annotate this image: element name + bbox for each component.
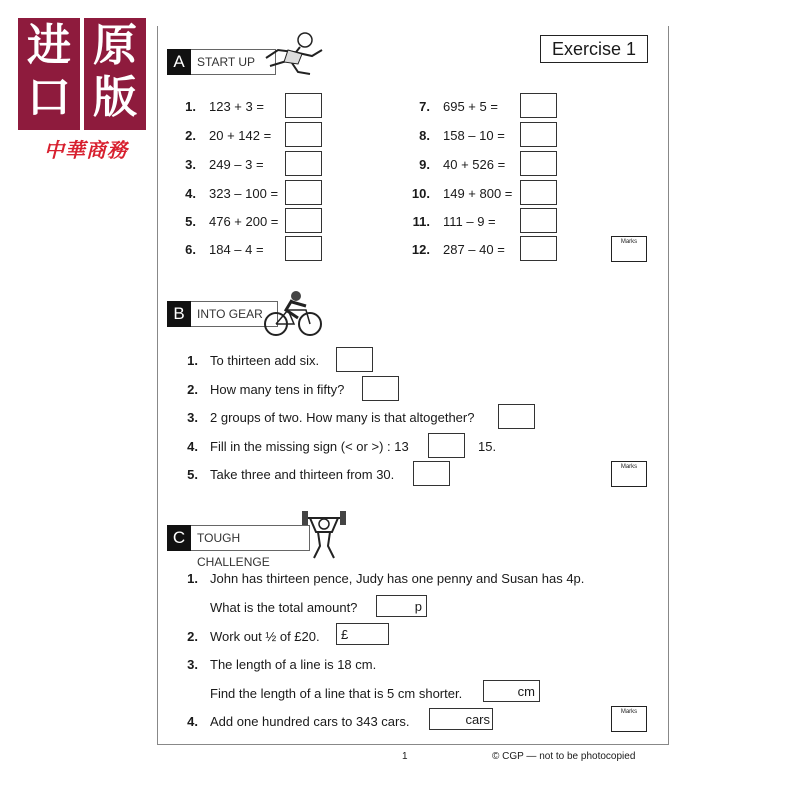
answer-box[interactable]	[498, 404, 535, 429]
question-number: 12.	[411, 242, 430, 257]
question-text: 2 groups of two. How many is that altogether?	[210, 410, 475, 425]
badge-char: 原	[93, 20, 137, 71]
unit-label: £	[341, 627, 349, 642]
question-text: Add one hundred cars to 343 cars.	[210, 714, 410, 729]
answer-box[interactable]	[520, 180, 557, 205]
copyright-notice: © CGP — not to be photocopied	[492, 751, 636, 762]
answer-box[interactable]	[376, 595, 427, 617]
answer-box[interactable]	[483, 680, 540, 702]
question-number: 4.	[185, 186, 196, 201]
question-text: What is the total amount?	[210, 600, 358, 615]
unit-label: cm	[517, 684, 535, 699]
question-number: 6.	[185, 242, 196, 257]
marks-box-c[interactable]: Marks	[611, 706, 647, 732]
question-text: The length of a line is 18 cm.	[210, 657, 377, 672]
section-letter: C	[167, 525, 191, 551]
question-number: 3.	[185, 157, 196, 172]
question-text: 323 – 100 =	[209, 186, 279, 201]
badge-char: 进	[27, 20, 71, 71]
question-text: How many tens in fifty?	[210, 382, 345, 397]
question-number: 3.	[187, 410, 198, 425]
answer-box[interactable]	[520, 93, 557, 118]
question-text: 40 + 526 =	[443, 157, 506, 172]
question-number: 1.	[187, 353, 198, 368]
answer-box[interactable]	[362, 376, 399, 401]
question-text: Find the length of a line that is 5 cm shorter.	[210, 686, 463, 701]
answer-box[interactable]	[428, 433, 465, 458]
answer-box[interactable]	[520, 236, 557, 261]
question-text-suffix: 15.	[478, 439, 497, 454]
answer-box[interactable]	[429, 708, 493, 730]
question-number: 2.	[187, 382, 198, 397]
question-number: 4.	[187, 439, 198, 454]
answer-box[interactable]	[336, 623, 389, 645]
section-title: START UP	[191, 49, 276, 75]
question-text: 184 – 4 =	[209, 242, 264, 257]
question-text: Fill in the missing sign (< or >) : 13	[210, 439, 409, 454]
question-text: 249 – 3 =	[209, 157, 264, 172]
answer-box[interactable]	[285, 236, 322, 261]
page-number: 1	[402, 751, 408, 762]
answer-box[interactable]	[520, 208, 557, 233]
section-letter: A	[167, 49, 191, 75]
question-text: 695 + 5 =	[443, 99, 498, 114]
question-number: 7.	[419, 99, 430, 114]
cyclist-icon	[262, 288, 326, 338]
question-number: 11.	[412, 214, 430, 229]
unit-label: cars	[465, 712, 490, 727]
badge-char: 版	[93, 72, 137, 123]
badge-char: 口	[27, 72, 71, 123]
question-text: Take three and thirteen from 30.	[210, 467, 395, 482]
publisher-badge	[16, 18, 150, 130]
answer-box[interactable]	[520, 122, 557, 147]
question-text: 158 – 10 =	[443, 128, 505, 143]
answer-box[interactable]	[285, 180, 322, 205]
marks-box-a[interactable]: Marks	[611, 236, 647, 262]
answer-box[interactable]	[285, 122, 322, 147]
answer-box[interactable]	[520, 151, 557, 176]
answer-box[interactable]	[285, 151, 322, 176]
question-text: 287 – 40 =	[443, 242, 505, 257]
question-number: 5.	[185, 214, 196, 229]
question-number: 3.	[187, 657, 198, 672]
question-number: 4.	[187, 714, 198, 729]
question-text: 476 + 200 =	[209, 214, 279, 229]
marks-box-b[interactable]: Marks	[611, 461, 647, 487]
section-title: INTO GEAR	[191, 301, 278, 327]
question-text: John has thirteen pence, Judy has one penny and Susan has 4p.	[210, 571, 585, 586]
question-text: To thirteen add six.	[210, 353, 320, 368]
answer-box[interactable]	[336, 347, 373, 372]
question-number: 1.	[187, 571, 198, 586]
question-number: 2.	[185, 128, 196, 143]
answer-box[interactable]	[285, 93, 322, 118]
brand-text: 中華商務	[44, 138, 128, 162]
question-number: 10.	[411, 186, 430, 201]
weightlifter-icon	[302, 508, 346, 560]
exercise-title: Exercise 1	[540, 35, 648, 63]
answer-box[interactable]	[413, 461, 450, 486]
question-text: 123 + 3 =	[209, 99, 264, 114]
question-number: 1.	[185, 99, 196, 114]
question-number: 8.	[419, 128, 430, 143]
runner-icon	[250, 30, 330, 80]
section-title: TOUGH CHALLENGE	[191, 525, 310, 551]
question-text: Work out ½ of £20.	[210, 629, 320, 644]
question-number: 9.	[419, 157, 430, 172]
question-number: 5.	[187, 467, 198, 482]
unit-label: p	[414, 599, 422, 614]
question-text: 149 + 800 =	[443, 186, 513, 201]
question-text: 20 + 142 =	[209, 128, 272, 143]
question-text: 111 – 9 =	[443, 214, 496, 229]
question-number: 2.	[187, 629, 198, 644]
section-letter: B	[167, 301, 191, 327]
answer-box[interactable]	[285, 208, 322, 233]
